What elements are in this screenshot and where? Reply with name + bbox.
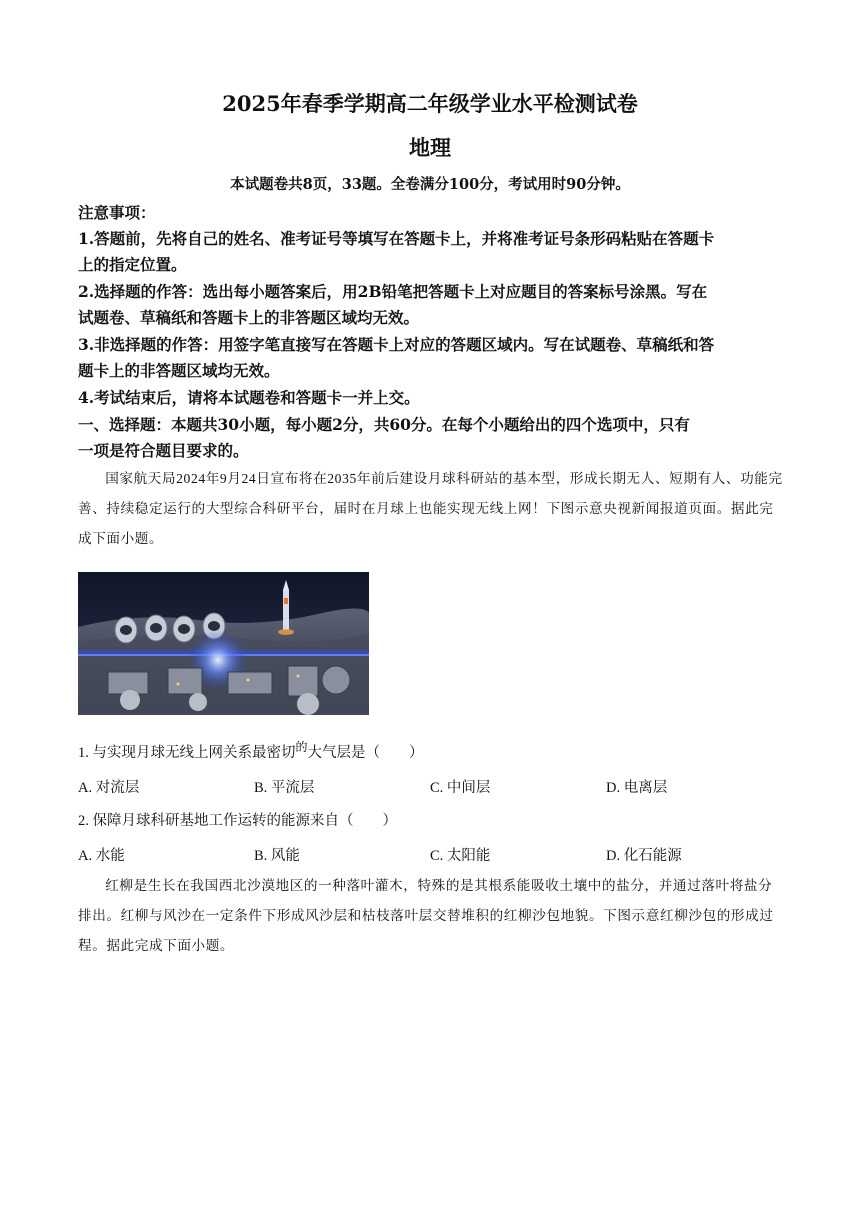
q2-option-d: D. 化石能源 bbox=[606, 848, 682, 864]
note-line: 试题卷、草稿纸和答题卡上的非答题区域均无效。 bbox=[78, 308, 420, 327]
q2-option-a: A. 水能 bbox=[78, 848, 125, 864]
notes-heading: 注意事项： bbox=[78, 203, 156, 222]
note-line: 2.选择题的作答：选出每小题答案后，用2B铅笔把答题卡上对应题目的答案标号涂黑。写在 bbox=[78, 282, 708, 301]
exam-info: 本试题卷共8页，33题。全卷满分100分，考试用时90分钟。 bbox=[230, 176, 630, 193]
q1-option-a: A. 对流层 bbox=[78, 780, 140, 796]
subject-title: 地理 bbox=[409, 135, 451, 160]
moon-base-illustration bbox=[78, 572, 369, 715]
note-line: 4.考试结束后，请将本试题卷和答题卡一并上交。 bbox=[78, 388, 420, 407]
q1-option-d: D. 电离层 bbox=[606, 780, 668, 796]
passage-moon-station: 国家航天局2024年9月24日宣布将在2035年前后建设月球科研站的基本型，形成长期无人、短期有人、功能完善、持续稳定运行的大型综合科研平台，届时在月球上也能实现无线上网！下图示意央视新闻报道页面。据此完成下面小题。 bbox=[78, 471, 783, 546]
section-heading: 一、选择题：本题共30小题，每小题2分，共60分。在每个小题给出的四个选项中，只有 bbox=[78, 415, 690, 434]
q1-option-c: C. 中间层 bbox=[430, 780, 491, 796]
q2-option-b: B. 风能 bbox=[254, 848, 300, 864]
note-line: 上的指定位置。 bbox=[78, 255, 187, 274]
question-1-stem: 1. 与实现月球无线上网关系最密切$^的$大气层是（ ） bbox=[78, 740, 424, 761]
exam-title: 2025年春季学期高二年级学业水平检测试卷 bbox=[222, 91, 638, 116]
q1-option-b: B. 平流层 bbox=[254, 780, 315, 796]
section-heading-cont: 一项是符合题目要求的。 bbox=[78, 441, 249, 460]
note-line: 题卡上的非答题区域均无效。 bbox=[78, 361, 280, 380]
note-line: 3.非选择题的作答：用签字笔直接写在答题卡上对应的答题区域内。写在试题卷、草稿纸和答 bbox=[78, 335, 715, 354]
passage-red-willow: 红柳是生长在我国西北沙漠地区的一种落叶灌木，特殊的是其根系能吸收土壤中的盐分，并通过落叶将盐分排出。红柳与风沙在一定条件下形成风沙层和枯枝落叶层交替堆积的红柳沙包地貌。下图示意红柳沙包的形成过程。据此完成下面小题。 bbox=[78, 878, 774, 953]
question-2-stem: 2. 保障月球科研基地工作运转的能源来自（ ） bbox=[78, 813, 397, 829]
news-image-moon-base bbox=[78, 572, 369, 715]
q2-option-c: C. 太阳能 bbox=[430, 848, 491, 864]
note-line: 1.答题前，先将自己的姓名、准考证号等填写在答题卡上，并将准考证号条形码粘贴在答题卡 bbox=[78, 229, 715, 248]
